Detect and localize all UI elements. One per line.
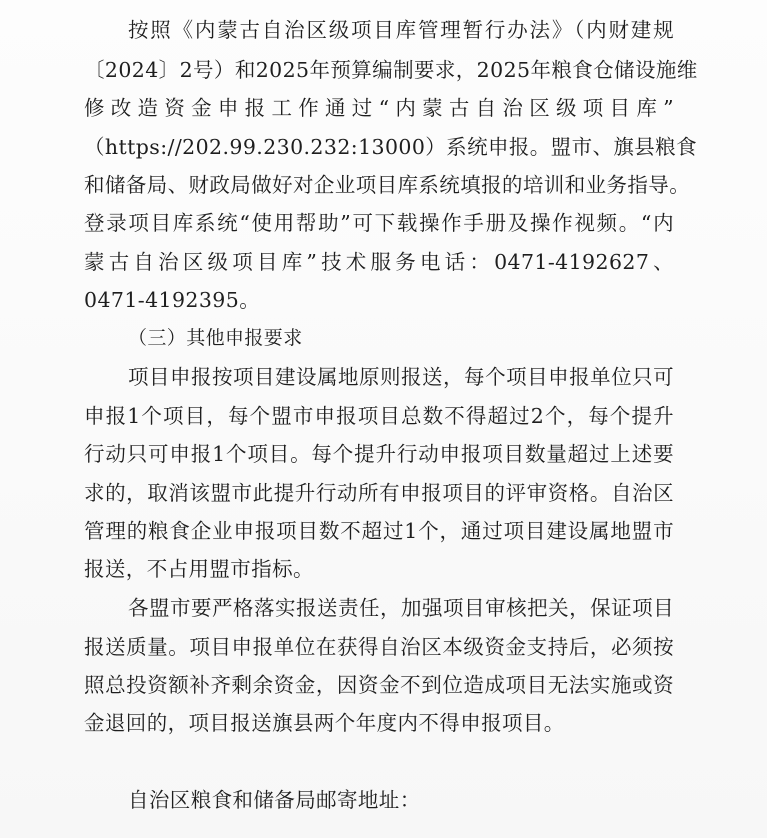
paragraph-line: 金退回的，项目报送旗县两个年度内不得申报项目。 [84, 711, 565, 735]
paragraph-line: 申报1个项目，每个盟市申报项目总数不得超过2个，每个提升 [84, 404, 674, 428]
paragraph-line: 报送质量。项目申报单位在获得自治区本级资金支持后，必须按 [84, 635, 674, 659]
paragraph-line: 求的，取消该盟市此提升行动所有申报项目的评审资格。自治区 [84, 481, 674, 505]
paragraph-line: 各盟市要严格落实报送责任，加强项目审核把关，保证项目 [128, 596, 674, 620]
paragraph-line: 0471-4192395。 [84, 288, 261, 312]
paragraph-line: 照总投资额补齐剩余资金，因资金不到位造成项目无法实施或资 [84, 673, 674, 697]
paragraph-line: 〔2024〕2号）和2025年预算编制要求，2025年粮食仓储设施维 [84, 58, 698, 82]
mailing-address-label: 自治区粮食和储备局邮寄地址： [128, 788, 421, 812]
paragraph-line: 项目申报按项目建设属地原则报送，每个项目申报单位只可 [128, 365, 674, 389]
paragraph-line: 行动只可申报1个项目。每个提升行动申报项目数量超过上述要 [84, 442, 674, 466]
section-heading: （三）其他申报要求 [128, 327, 303, 349]
paragraph-line: 登录项目库系统“使用帮助”可下载操作手册及操作视频。“内 [84, 211, 674, 235]
paragraph-line: （https://202.99.230.232:13000）系统申报。盟市、旗县粮食 [84, 135, 697, 159]
paragraph-line: 管理的粮食企业申报项目数不超过1个，通过项目建设属地盟市 [84, 519, 674, 543]
paragraph-line: 和储备局、财政局做好对企业项目库系统填报的培训和业务指导。 [84, 173, 691, 197]
paragraph-line: 报送，不占用盟市指标。 [84, 557, 314, 581]
paragraph-line: 蒙古自治区级项目库”技术服务电话：0471-4192627、 [84, 250, 674, 274]
paragraph-line: 按照《内蒙古自治区级项目库管理暂行办法》（内财建规 [128, 18, 674, 42]
paragraph-line: 修改造资金申报工作通过“内蒙古自治区级项目库” [84, 96, 674, 120]
